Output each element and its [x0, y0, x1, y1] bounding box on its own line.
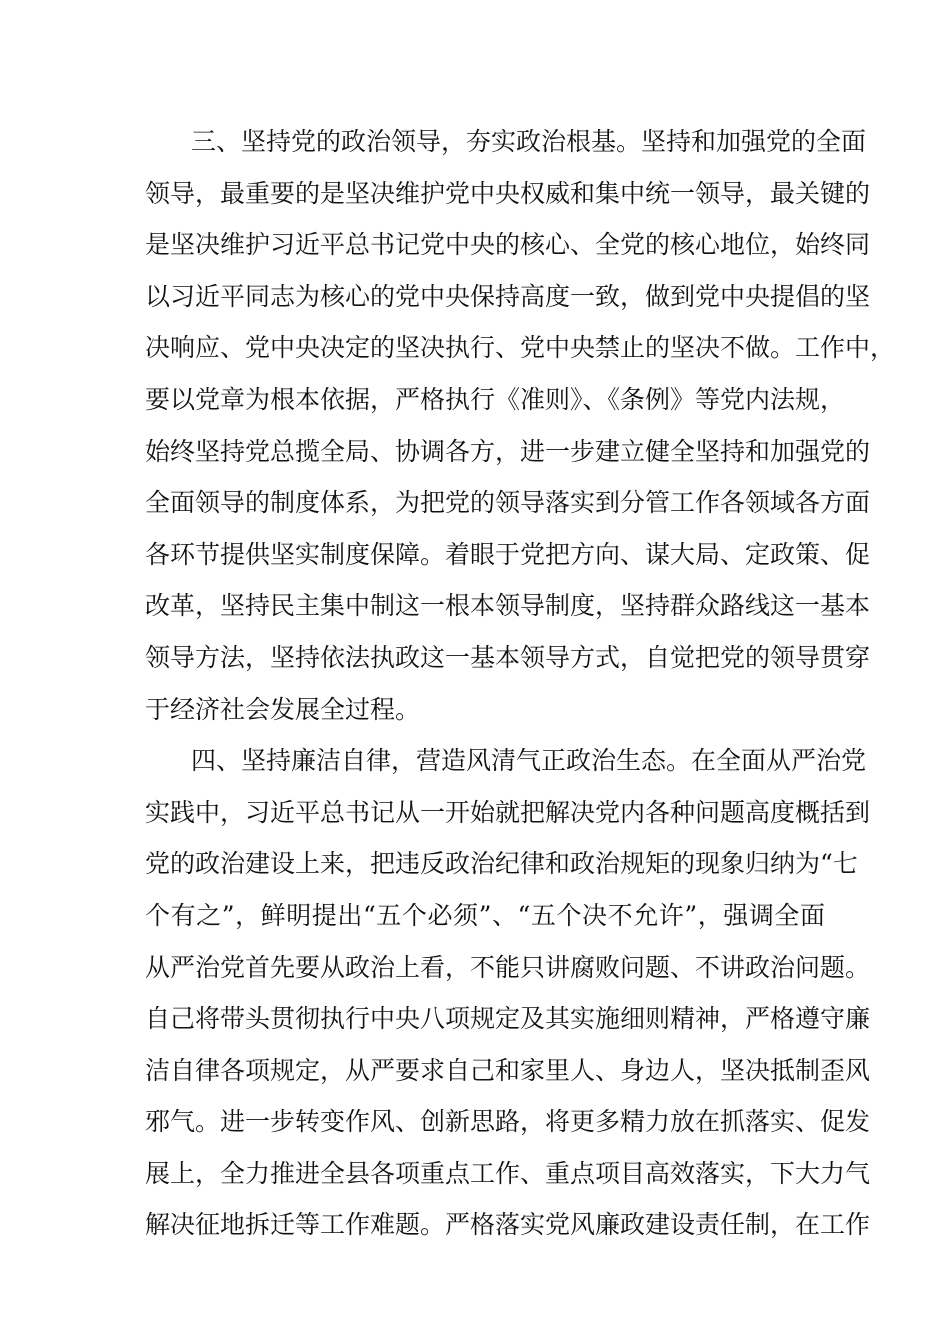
paragraph-line: 要以党章为根本依据，严格执行《准则》、《条例》等党内法规， — [145, 384, 846, 414]
paragraph-line: 领导，最重要的是坚决维护党中央权威和集中统一领导，最关键的 — [145, 178, 871, 208]
paragraph-line: 党的政治建设上来，把违反政治纪律和政治规矩的现象归纳为“七 — [145, 849, 858, 879]
paragraph-line: 决响应、党中央决定的坚决执行、党中央禁止的坚决不做。工作中， — [145, 333, 896, 363]
paragraph-line: 自己将带头贯彻执行中央八项规定及其实施细则精神，严格遵守廉 — [145, 1004, 871, 1034]
paragraph-line: 始终坚持党总揽全局、协调各方，进一步建立健全坚持和加强党的 — [145, 436, 871, 466]
paragraph-line: 洁自律各项规定，从严要求自己和家里人、身边人，坚决抵制歪风 — [145, 1055, 871, 1085]
paragraph-line: 各环节提供坚实制度保障。着眼于党把方向、谋大局、定政策、促 — [145, 539, 871, 569]
paragraph-line: 是坚决维护习近平总书记党中央的核心、全党的核心地位，始终同 — [145, 230, 871, 260]
paragraph-line: 三、坚持党的政治领导，夯实政治根基。坚持和加强党的全面 — [191, 127, 867, 156]
paragraph-line: 展上，全力推进全县各项重点工作、重点项目高效落实，下大力气 — [145, 1158, 871, 1188]
paragraph-line: 实践中，习近平总书记从一开始就把解决党内各种问题高度概括到 — [145, 797, 871, 827]
document-body — [145, 116, 896, 1251]
paragraph-line: 从严治党首先要从政治上看，不能只讲腐败问题、不讲政治问题。 — [145, 952, 871, 982]
paragraph-line: 于经济社会发展全过程。 — [145, 694, 421, 724]
paragraph-line: 以习近平同志为核心的党中央保持高度一致，做到党中央提倡的坚 — [145, 281, 871, 311]
paragraph-line: 解决征地拆迁等工作难题。严格落实党风廉政建设责任制，在工作 — [145, 1210, 871, 1240]
paragraph-line: 个有之”，鲜明提出“五个必须”、“五个决不允许”，强调全面 — [145, 900, 825, 930]
paragraph-three — [145, 116, 896, 735]
paragraph-line: 全面领导的制度体系，为把党的领导落实到分管工作各领域各方面 — [145, 488, 871, 518]
paragraph-line: 改革，坚持民主集中制这一根本领导制度，坚持群众路线这一基本 — [145, 591, 871, 621]
paragraph-line: 邪气。进一步转变作风、创新思路，将更多精力放在抓落实、促发 — [145, 1107, 871, 1137]
paragraph-line: 领导方法，坚持依法执政这一基本领导方式，自觉把党的领导贯穿 — [145, 642, 871, 672]
paragraph-line: 四、坚持廉洁自律，营造风清气正政治生态。在全面从严治党 — [191, 746, 867, 776]
paragraph-four — [145, 735, 871, 1251]
